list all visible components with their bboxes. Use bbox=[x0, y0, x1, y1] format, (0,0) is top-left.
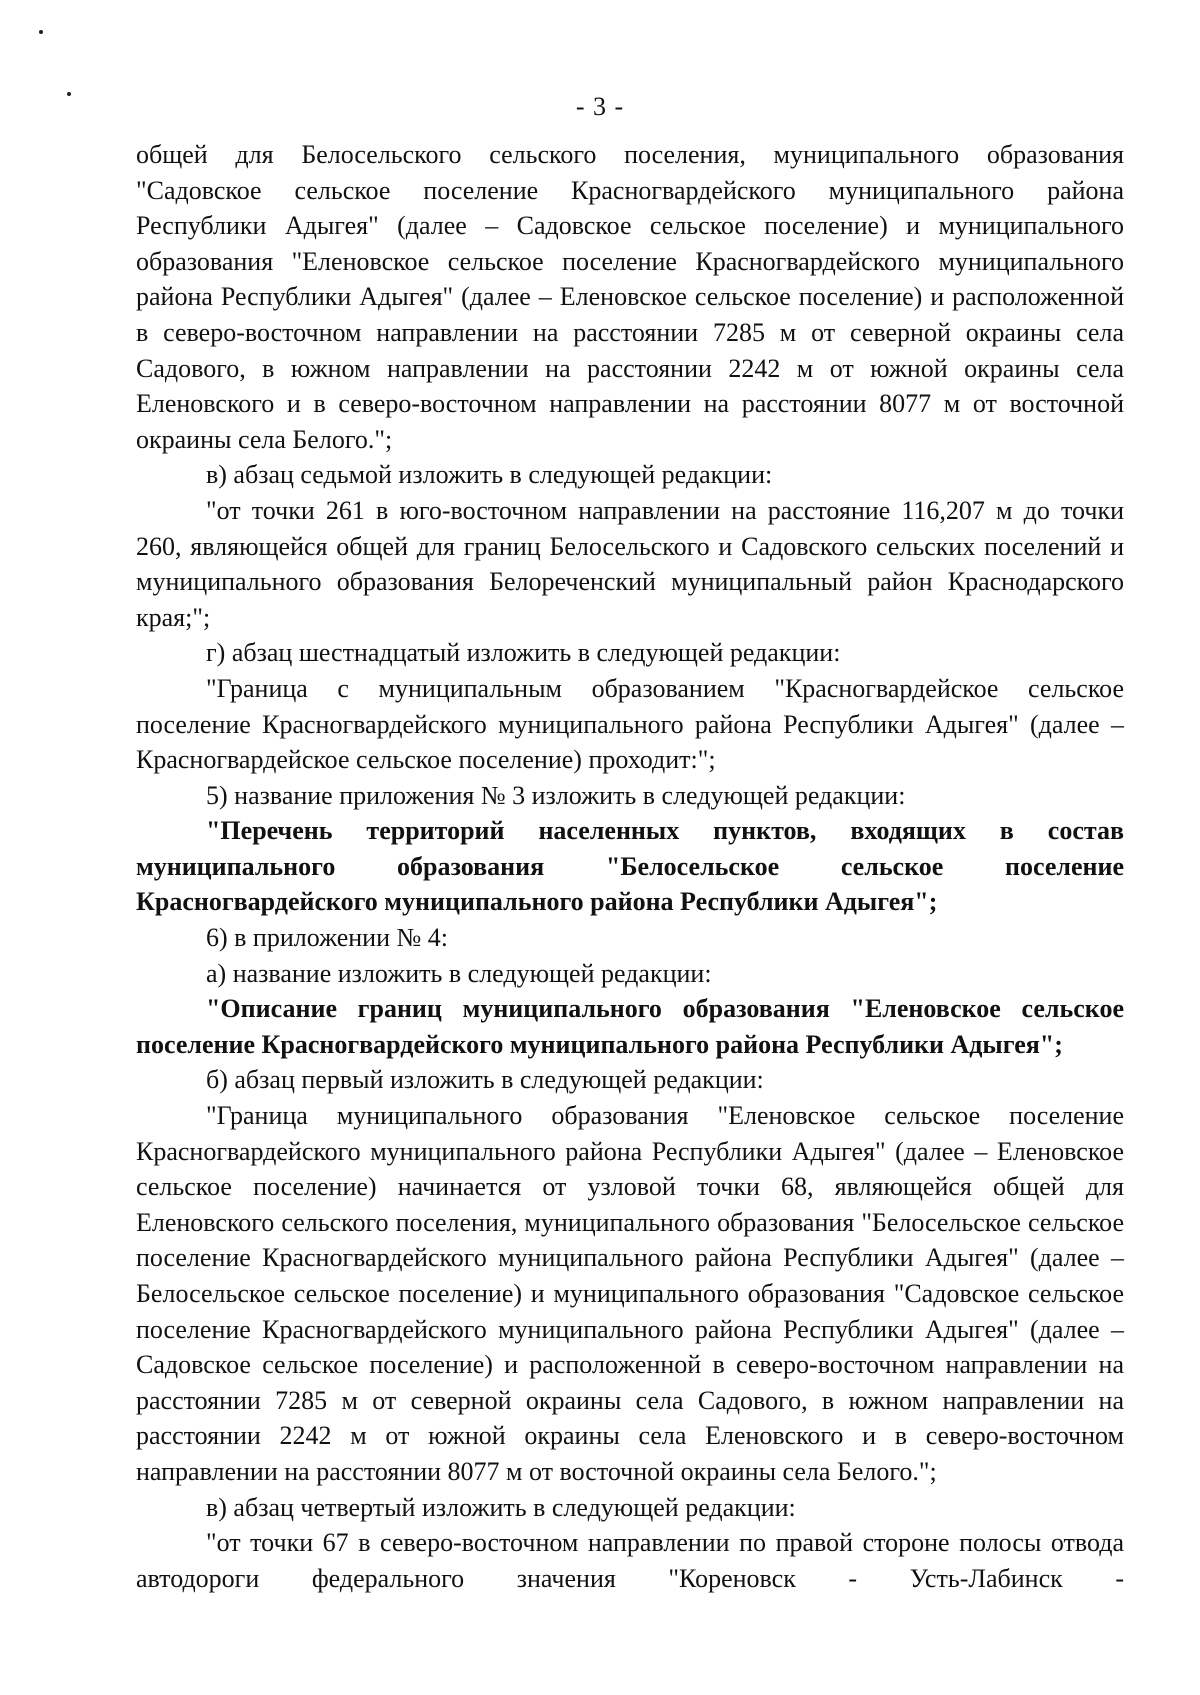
paragraph-quote-border-description: "Граница муниципального образования "Еленовское сельское поселение Красногвардейского муниципального района Республики Адыгея" (далее – Еленовское сельское поселение) начинается от узловой точки 68, являющейся общей для Еленовского сельского поселения, муниципального образования "Белосельское сельское поселение Красногвардейского муниципального района Республики Адыгея" (далее – Белосельское сельское поселение) и муниципального образования "Садовское сельское поселение Красногвардейского муниципального района Республики Адыгея" (далее – Садовское сельское поселение) и расположенной в северо-восточном направлении на расстоянии 7285 м от северной окраины села Садового, в южном направлении на расстоянии 2242 м от южной окраины села Еленовского и в северо-восточном направлении на расстоянии 8077 м от восточной окраины села Белого."; bbox=[136, 1101, 1124, 1486]
paragraph-quote-point-261: "от точки 261 в юго-восточном направлении на расстояние 116,207 м до точки 260, являющейся общей для границ Белосельского и Садовского сельских поселений и муниципального образования Белореченский муниципальный район Краснодарского края;"; bbox=[136, 495, 1124, 632]
paragraph-quote-point-67: "от точки 67 в северо-восточном направлении по правой стороне полосы отвода автодороги федерального значения "Кореновск - Усть-Лабинск - bbox=[136, 1528, 1124, 1593]
paragraph-item-5: 5) название приложения № 3 изложить в следующей редакции: bbox=[206, 780, 906, 810]
paragraph-item-a: а) название изложить в следующей редакции: bbox=[206, 958, 712, 988]
page-number: - 3 - bbox=[575, 92, 625, 121]
paragraph-continuation: общей для Белосельского сельского поселения, муниципального образования "Садовское сельское поселение Красногвардейского муниципального района Республики Адыгея" (далее – Садовское сельское поселение) и муниципального образования "Еленовское сельское поселение Красногвардейского муниципального района Республики Адыгея" (далее – Еленовское сельское поселение) и расположенной в северо-восточном направлении на расстоянии 7285 м от северной окраины села Садового, в южном направлении на расстоянии 2242 м от южной окраины села Еленовского и в северо-восточном направлении на расстоянии 8077 м от восточной окраины села Белого."; bbox=[136, 140, 1124, 454]
paragraph-item-b: б) абзац первый изложить в следующей редакции: bbox=[206, 1065, 764, 1095]
paragraph-appendix-3-title: "Перечень территорий населенных пунктов, входящих в состав муниципального образования "Белосельское сельское поселение Красногвардейского муниципального района Республики Адыгея"; bbox=[136, 816, 1124, 917]
paragraph-quote-border: "Граница с муниципальным образованием "Красногвардейское сельское поселение Красногвардейского муниципального района Республики Адыгея" (далее – Красногвардейское сельское поселение) проходит:"; bbox=[136, 673, 1124, 775]
paragraph-appendix-4-title: "Описание границ муниципального образования "Еленовское сельское поселение Красногвардейского муниципального района Республики Адыгея"; bbox=[136, 994, 1124, 1059]
paragraph-item-v: в) абзац седьмой изложить в следующей редакции: bbox=[206, 460, 773, 490]
paragraph-item-g: г) абзац шестнадцатый изложить в следующей редакции: bbox=[206, 638, 841, 668]
document-body bbox=[136, 137, 1124, 1596]
scan-speck bbox=[39, 30, 43, 34]
paragraph-item-6: 6) в приложении № 4: bbox=[206, 923, 449, 953]
paragraph-item-v-fourth: в) абзац четвертый изложить в следующей редакции: bbox=[206, 1492, 796, 1522]
